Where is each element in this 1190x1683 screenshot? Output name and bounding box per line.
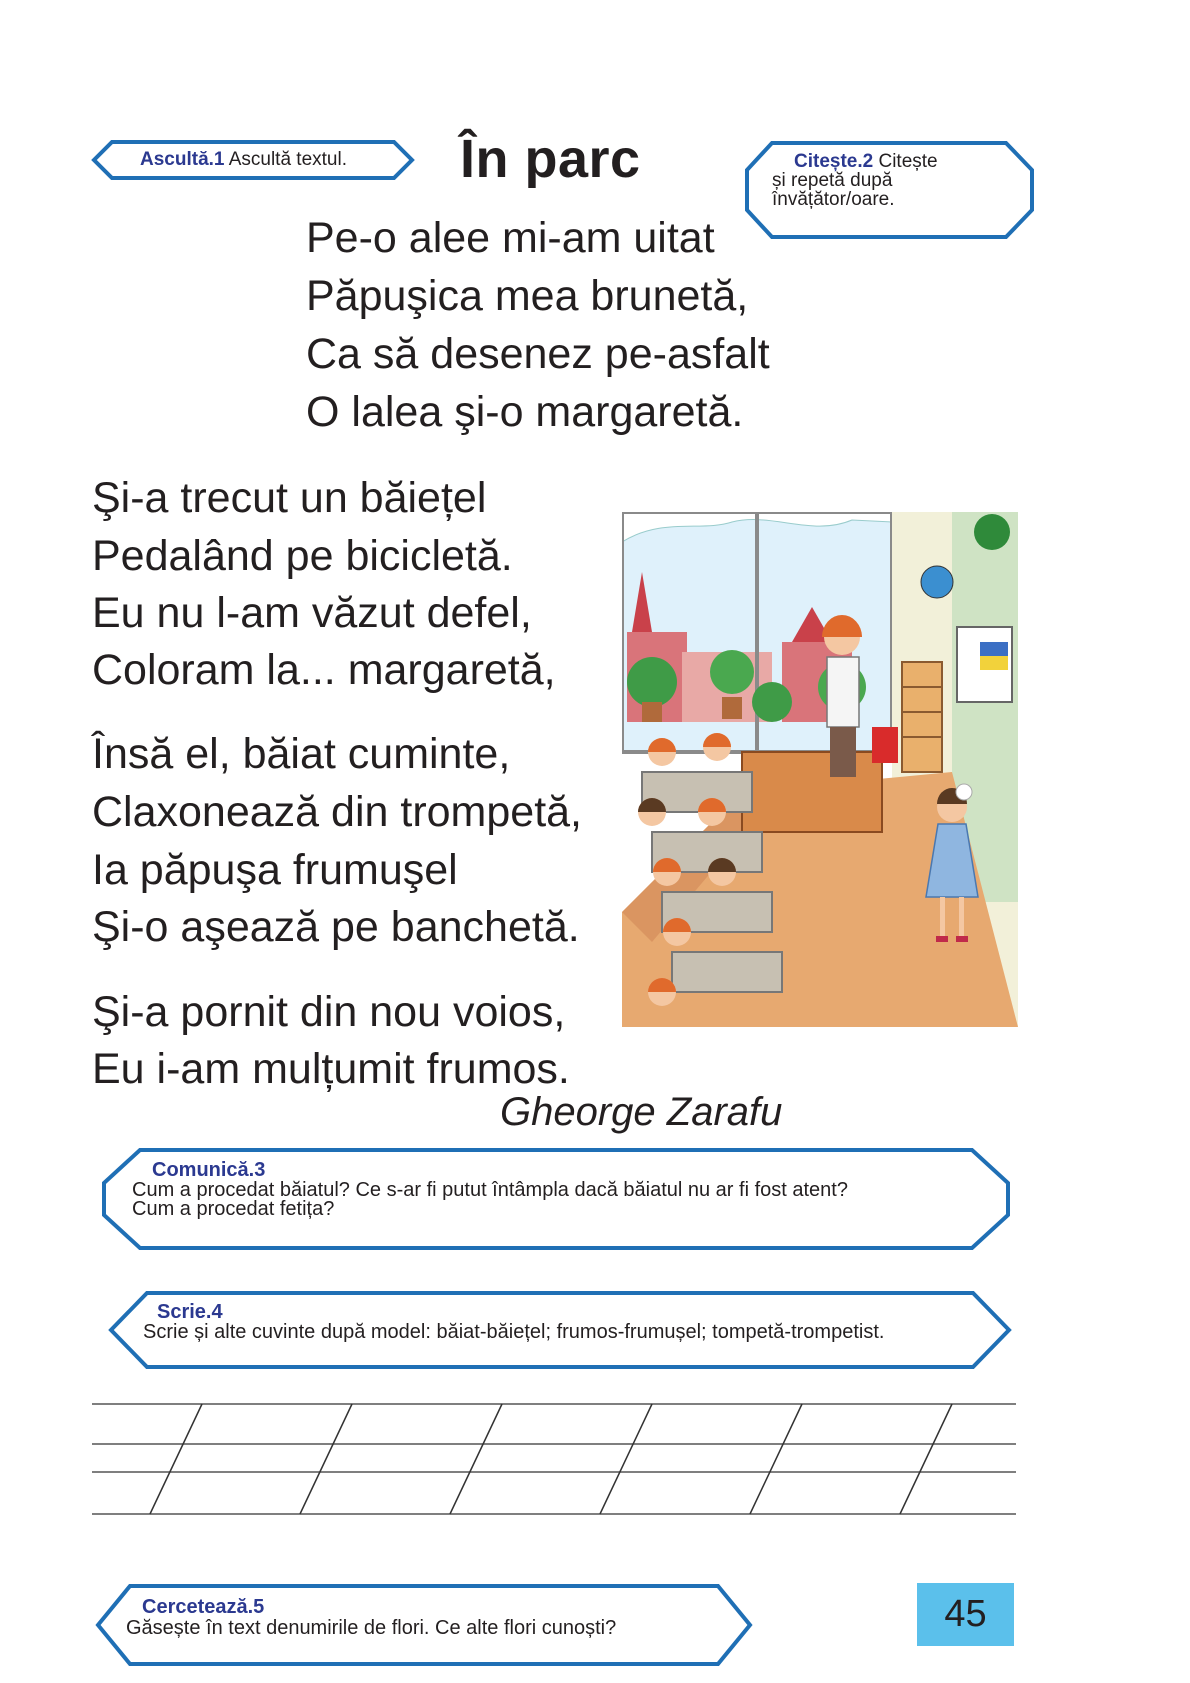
poem-line: Coloram la... margaretă, <box>92 646 556 694</box>
poem-line: Pe-o alee mi-am uitat <box>306 214 715 262</box>
task-text-cerceteaza: Găsește în text denumirile de flori. Ce alte flori cunoști? <box>126 1617 617 1639</box>
task-text-asculta: Ascultă textul. <box>228 149 347 170</box>
poem-line: Pedalând pe bicicletă. <box>92 532 513 580</box>
writing-lines[interactable] <box>92 1400 1016 1520</box>
task-text-comunica-1: Cum a procedat băiatul? Ce s-ar fi putut întâmpla dacă băiatul nu ar fi fost atent? <box>132 1179 848 1201</box>
task-box-scrie <box>107 1290 1013 1370</box>
task-box-comunica <box>100 1147 1012 1251</box>
poem-line: Însă el, băiat cuminte, <box>92 730 511 778</box>
poem-line: Şi-o aşează pe banchetă. <box>92 903 580 951</box>
task-box-citeste <box>744 140 1036 240</box>
task-text-comunica-2: Cum a procedat fetița? <box>132 1198 335 1220</box>
task-text-citeste-1: Citește <box>878 151 938 172</box>
poem-line: Păpuşica mea brunetă, <box>306 272 749 320</box>
task-text-citeste-2: și repetă după <box>772 170 893 191</box>
task-box-cerceteaza <box>94 1583 754 1667</box>
classroom-illustration <box>622 512 1018 1027</box>
poem-line: O lalea şi-o margaretă. <box>306 388 744 436</box>
poem-author: Gheorge Zarafu <box>500 1090 783 1134</box>
task-box-asculta <box>90 139 416 181</box>
task-text-scrie: Scrie și alte cuvinte după model: băiat-băiețel; frumos-frumușel; tompetă-trompetist. <box>143 1321 885 1343</box>
poem-line: Şi-a pornit din nou voios, <box>92 988 566 1036</box>
page-number: 45 <box>917 1583 1014 1646</box>
poem-line: Ca să desenez pe-asfalt <box>306 330 770 378</box>
poem-line: Ia păpuşa frumuşel <box>92 846 458 894</box>
task-label-comunica: Comunică.3 <box>152 1159 266 1181</box>
task-text-citeste-3: învățător/oare. <box>772 189 895 210</box>
task-label-asculta: Ascultă.1 <box>140 149 225 170</box>
poem-line: Eu i-am mulțumit frumos. <box>92 1045 570 1093</box>
poem-line: Şi-a trecut un băiețel <box>92 474 487 522</box>
task-label-cerceteaza: Cercetează.5 <box>142 1596 265 1618</box>
task-label-scrie: Scrie.4 <box>157 1301 223 1323</box>
task-label-citeste: Citește.2 <box>794 151 874 172</box>
page-title: În parc <box>460 129 641 189</box>
poem-line: Claxonează din trompetă, <box>92 788 583 836</box>
poem-line: Eu nu l-am văzut defel, <box>92 589 532 637</box>
